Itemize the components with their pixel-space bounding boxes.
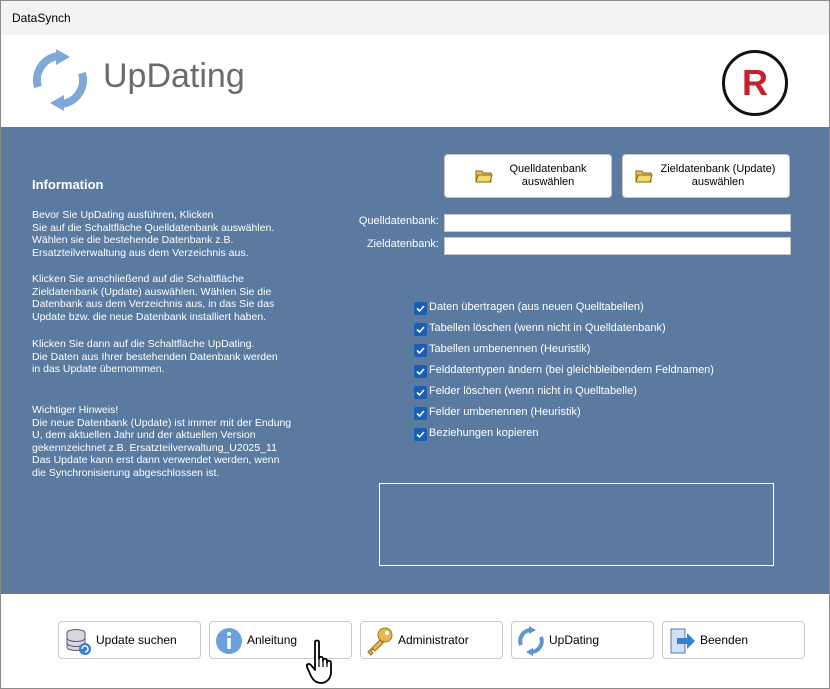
checkbox-checked[interactable] bbox=[414, 302, 427, 315]
administrator-button[interactable] bbox=[360, 621, 503, 659]
select-source-label: Quelldatenbank auswählen bbox=[509, 163, 587, 188]
checkbox-checked[interactable] bbox=[414, 386, 427, 399]
target-db-label: Zieldatenbank: bbox=[366, 238, 439, 250]
sync-icon bbox=[516, 626, 546, 656]
app-title: UpDating bbox=[103, 57, 245, 95]
info-paragraph-1: Bevor Sie UpDating ausführen, Klicken Sie auf die Schaltfläche Quelldatenbank auswählen. Wählen sie die bestehende Datenbank z.B. Ersatzteilverwaltung aus dem Verzeichnis aus. bbox=[32, 209, 275, 259]
option-label: Felddatentypen ändern (bei gleichbleibendem Feldnamen) bbox=[429, 364, 714, 376]
info-important-note: Wichtiger Hinweis! Die neue Datenbank (Update) ist immer mit der Endung U, dem aktuellen Jahr und der aktuellen Version gekennzeichnet z.B. Ersatzteilverwaltung_U2025_11 Das Update kann erst dann verwendet werden, wenn die Synchronisierung abgeschlossen ist. bbox=[32, 404, 292, 479]
brand-letter: R bbox=[742, 62, 768, 103]
source-db-label: Quelldatenbank: bbox=[358, 215, 439, 227]
select-source-button[interactable] bbox=[444, 154, 612, 198]
updating-button[interactable] bbox=[511, 621, 654, 659]
footer-toolbar bbox=[1, 594, 829, 688]
window-title: DataSynch bbox=[12, 11, 71, 25]
info-heading: Information bbox=[32, 177, 104, 192]
title-bar bbox=[1, 1, 829, 35]
option-label: Beziehungen kopieren bbox=[429, 427, 539, 439]
exit-label: Beenden bbox=[700, 633, 749, 647]
option-label: Tabellen umbenennen (Heuristik) bbox=[429, 343, 591, 355]
checkbox-checked[interactable] bbox=[414, 323, 427, 336]
checkbox-checked[interactable] bbox=[414, 365, 427, 378]
exit-button[interactable] bbox=[662, 621, 805, 659]
checkbox-checked[interactable] bbox=[414, 428, 427, 441]
instructions-label: Anleitung bbox=[247, 633, 298, 647]
database-refresh-icon bbox=[63, 626, 93, 656]
updating-label: UpDating bbox=[549, 633, 600, 647]
target-db-input[interactable] bbox=[444, 237, 791, 255]
checkbox-checked[interactable] bbox=[414, 344, 427, 357]
hand-cursor-icon bbox=[305, 639, 341, 685]
select-target-label: Zieldatenbank (Update) auswählen bbox=[660, 163, 776, 188]
source-db-input[interactable] bbox=[444, 214, 791, 232]
info-paragraph-3: Klicken Sie dann auf die Schaltfläche UpDating. Die Daten aus Ihrer bestehenden Datenbank werden in das Update übernommen. bbox=[32, 338, 278, 375]
info-paragraph-2: Klicken Sie anschließend auf die Schaltfläche Zieldatenbank (Update) auswählen. Wählen Sie die Datenbank aus dem Verzeichnis aus, in das Sie das Update bzw. die neue Datenbank installiert haben. bbox=[32, 273, 275, 323]
key-icon bbox=[365, 626, 395, 656]
administrator-label: Administrator bbox=[398, 633, 469, 647]
option-label: Felder umbenennen (Heuristik) bbox=[429, 406, 581, 418]
folder-icon bbox=[475, 169, 493, 183]
checkbox-checked[interactable] bbox=[414, 407, 427, 420]
app-header bbox=[1, 35, 829, 127]
folder-icon bbox=[635, 169, 653, 183]
option-label: Tabellen löschen (wenn nicht in Quelldatenbank) bbox=[429, 322, 666, 334]
option-label: Felder löschen (wenn nicht in Quelltabelle) bbox=[429, 385, 637, 397]
update-search-label: Update suchen bbox=[96, 633, 177, 647]
update-search-button[interactable] bbox=[58, 621, 201, 659]
select-target-button[interactable] bbox=[622, 154, 790, 198]
info-icon bbox=[214, 626, 244, 656]
status-output-box bbox=[379, 483, 774, 566]
exit-icon bbox=[667, 626, 697, 656]
brand-logo bbox=[721, 49, 789, 117]
sync-logo-icon bbox=[29, 49, 91, 111]
main-panel bbox=[1, 127, 829, 594]
option-label: Daten übertragen (aus neuen Quelltabellen) bbox=[429, 301, 644, 313]
